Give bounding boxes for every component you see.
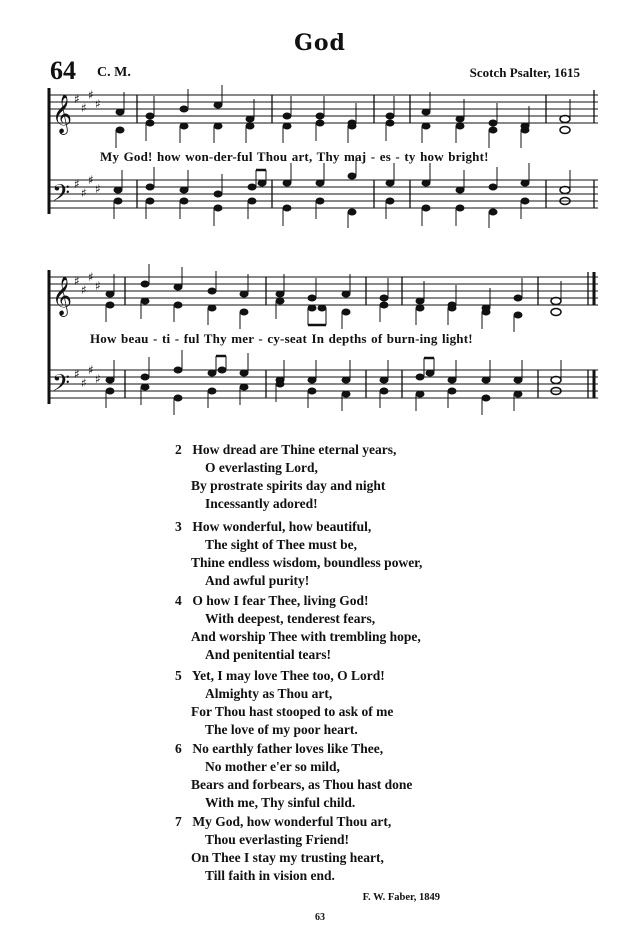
key-signature-sharps (74, 88, 101, 200)
lyrics-line-2: How beau - ti - ful Thy mer - cy-seat In depths of burn-ing light! (90, 331, 473, 346)
svg-text:♯: ♯ (88, 88, 94, 102)
verse-7 (175, 813, 391, 885)
verse-line: O everlasting Lord, (205, 460, 318, 475)
verse-line: No mother e'er so mild, (205, 759, 340, 774)
verse-line: Yet, I may love Thee too, O Lord! (191, 668, 385, 683)
svg-text:𝄢: 𝄢 (52, 369, 71, 402)
verse-line: No earthly father loves like Thee, (192, 741, 384, 756)
svg-text:♯: ♯ (88, 173, 94, 187)
tune-source: Scotch Psalter, 1615 (469, 65, 580, 80)
verse-number: 4 (175, 593, 182, 608)
treble-clef-icon (52, 94, 72, 135)
svg-text:♯: ♯ (74, 367, 80, 381)
verse-6 (175, 740, 412, 812)
verse-line: O how I fear Thee, living God! (192, 593, 369, 608)
verse-line: With me, Thy sinful child. (205, 795, 356, 810)
verse-line: Bears and forbears, as Thou hast done (191, 777, 413, 792)
svg-text:♯: ♯ (95, 97, 101, 111)
svg-text:♯: ♯ (95, 279, 101, 293)
verse-line: Incessantly adored! (205, 496, 318, 511)
treble-clef-icon (52, 276, 72, 317)
verse-line: With deepest, tenderest fears, (205, 611, 376, 626)
lyrics-line-1: My God! how won-der-ful Thou art, Thy maj - es - ty how bright! (100, 149, 489, 164)
bass-notes (114, 156, 570, 228)
verse-line: For Thou hast stooped to ask of me (191, 704, 394, 719)
svg-text:♯: ♯ (81, 101, 87, 115)
verse-line: And worship Thee with trembling hope, (191, 629, 421, 644)
svg-text:𝄢: 𝄢 (52, 179, 71, 212)
verse-line: The sight of Thee must be, (205, 537, 358, 552)
verse-line: Thou everlasting Friend! (205, 832, 349, 847)
verse-line: And penitential tears! (205, 647, 331, 662)
svg-text:𝄞: 𝄞 (52, 276, 73, 316)
verse-number: 5 (175, 668, 182, 683)
svg-text:♯: ♯ (95, 182, 101, 196)
svg-text:♯: ♯ (95, 372, 101, 386)
author-credit: F. W. Faber, 1849 (362, 892, 440, 903)
svg-text:♯: ♯ (74, 92, 80, 106)
verse-line: How dread are Thine eternal years, (192, 442, 397, 457)
verse-line: The love of my poor heart. (205, 722, 358, 737)
svg-text:♯: ♯ (88, 363, 94, 377)
hymn-number: 64 (50, 56, 76, 85)
bass-clef-icon (52, 369, 70, 402)
svg-text:♯: ♯ (81, 186, 87, 200)
bass-notes (106, 350, 561, 415)
verse-number: 3 (175, 519, 182, 534)
verse-line: By prostrate spirits day and night (191, 478, 386, 493)
svg-text:♯: ♯ (81, 283, 87, 297)
meter-label: C. M. (97, 65, 131, 80)
verse-2 (175, 441, 396, 513)
verse-line: Almighty as Thou art, (205, 686, 333, 701)
verse-line: And awful purity! (205, 573, 310, 588)
svg-text:♯: ♯ (74, 177, 80, 191)
page-title: God (294, 30, 346, 56)
svg-text:♯: ♯ (81, 376, 87, 390)
verse-5 (175, 667, 393, 739)
verse-line: How wonderful, how beautiful, (192, 519, 372, 534)
page-number: 63 (315, 912, 325, 923)
verse-4 (175, 592, 421, 664)
verse-number: 2 (175, 442, 182, 457)
svg-text:♯: ♯ (74, 274, 80, 288)
verse-number: 6 (175, 741, 182, 756)
verse-3 (175, 518, 422, 590)
verse-number: 7 (175, 814, 182, 829)
key-signature-sharps (74, 270, 101, 390)
verse-line: On Thee I stay my trusting heart, (191, 850, 384, 865)
verse-line: My God, how wonderful Thou art, (192, 814, 392, 829)
svg-text:♯: ♯ (88, 270, 94, 284)
verse-line: Thine endless wisdom, boundless power, (191, 555, 423, 570)
bass-clef-icon (52, 179, 70, 212)
svg-text:𝄞: 𝄞 (52, 94, 73, 134)
verse-line: Till faith in vision end. (205, 868, 335, 883)
